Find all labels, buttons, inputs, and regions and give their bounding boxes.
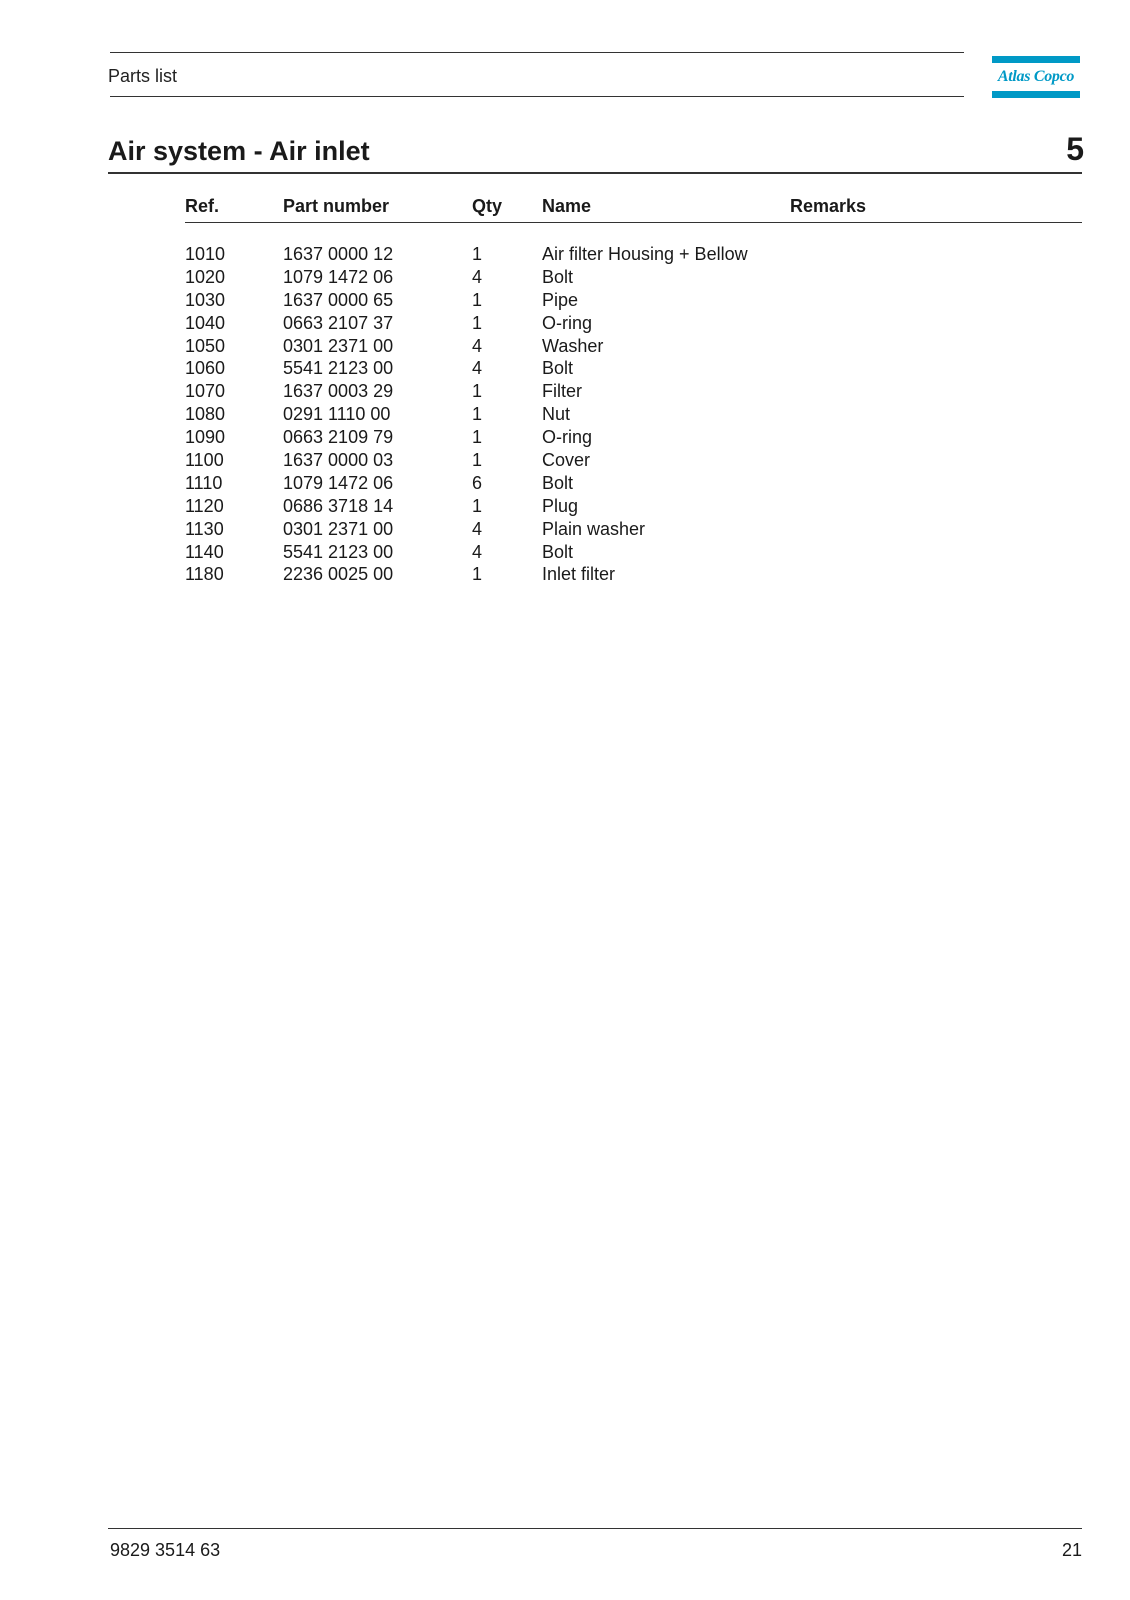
table-row: [185, 472, 1082, 495]
table-row: [185, 563, 1082, 586]
cell-qty: 1: [472, 381, 483, 402]
table-row: [185, 426, 1082, 449]
cell-ref: 1020: [185, 266, 226, 287]
cell-part-number: 0663 2109 79: [283, 427, 394, 448]
cell-name: Washer: [542, 335, 604, 356]
cell-qty: 1: [472, 312, 483, 333]
cell-qty: 4: [472, 266, 483, 287]
table-row: [185, 243, 1082, 266]
cell-qty: 4: [472, 335, 483, 356]
cell-qty: 1: [472, 495, 483, 516]
cell-name: Inlet filter: [542, 564, 616, 585]
cell-name: Bolt: [542, 472, 574, 493]
header-part-number: Part number: [283, 196, 390, 216]
cell-name: Air filter Housing + Bellow: [542, 244, 748, 264]
cell-qty: 4: [472, 518, 483, 539]
cell-part-number: 2236 0025 00: [283, 564, 394, 585]
table-row: [185, 541, 1082, 564]
cell-name: Bolt: [542, 266, 574, 287]
header-ref: Ref.: [185, 196, 220, 216]
cell-ref: 1180: [185, 564, 224, 585]
cell-ref: 1040: [185, 312, 226, 333]
header-qty: Qty: [472, 196, 503, 216]
parts-table: [185, 196, 1082, 586]
cell-qty: 6: [472, 472, 483, 493]
table-row: [185, 449, 1082, 472]
cell-ref: 1090: [185, 427, 226, 448]
cell-part-number: 1637 0003 29: [283, 381, 394, 402]
cell-part-number: 0686 3718 14: [283, 495, 394, 516]
table-row: [185, 266, 1082, 289]
cell-ref: 1100: [185, 450, 224, 471]
cell-name: Cover: [542, 450, 591, 471]
cell-qty: 1: [472, 564, 483, 585]
table-row: [185, 380, 1082, 403]
table-row: [185, 335, 1082, 358]
cell-name: Bolt: [542, 541, 574, 562]
cell-part-number: 1079 1472 06: [283, 266, 394, 287]
page-title: Air system - Air inlet: [108, 136, 370, 166]
cell-name: O-ring: [542, 427, 593, 448]
cell-qty: 1: [472, 289, 483, 310]
cell-ref: 1010: [185, 244, 226, 264]
cell-part-number: 1637 0000 03: [283, 450, 394, 471]
cell-name: Plug: [542, 495, 579, 516]
cell-ref: 1140: [185, 541, 224, 562]
header-remarks: Remarks: [790, 196, 867, 216]
cell-part-number: 1637 0000 65: [283, 289, 394, 310]
table-row: [185, 357, 1082, 380]
cell-qty: 1: [472, 427, 483, 448]
cell-ref: 1070: [185, 381, 226, 402]
section-number: 5: [1066, 131, 1084, 167]
cell-name: Filter: [542, 381, 582, 402]
atlas-copco-logo: [992, 56, 1080, 98]
cell-qty: 4: [472, 358, 483, 379]
cell-ref: 1130: [185, 518, 224, 539]
cell-part-number: 5541 2123 00: [283, 358, 394, 379]
table-row: [185, 495, 1082, 518]
cell-qty: 1: [472, 404, 483, 425]
header-top-rule: [110, 52, 964, 53]
logo-top-bar: [992, 56, 1080, 63]
cell-part-number: 1079 1472 06: [283, 472, 394, 493]
header-bottom-rule: [110, 96, 964, 97]
table-row: [185, 403, 1082, 426]
cell-part-number: 5541 2123 00: [283, 541, 394, 562]
cell-ref: 1060: [185, 358, 226, 379]
cell-name: Plain washer: [542, 518, 646, 539]
table-header: [185, 196, 1082, 223]
cell-name: O-ring: [542, 312, 593, 333]
cell-ref: 1050: [185, 335, 226, 356]
title-rule: [108, 172, 1082, 174]
section-label: Parts list: [108, 66, 178, 86]
cell-part-number: 0291 1110 00: [283, 404, 391, 425]
table-row: [185, 312, 1082, 335]
table-row: [185, 518, 1082, 541]
cell-ref: 1110: [185, 472, 223, 493]
cell-qty: 1: [472, 450, 483, 471]
cell-part-number: 0663 2107 37: [283, 312, 394, 333]
logo-bottom-bar: [992, 91, 1080, 98]
cell-part-number: 0301 2371 00: [283, 335, 394, 356]
cell-part-number: 1637 0000 12: [283, 244, 394, 264]
table-row: [185, 289, 1082, 312]
cell-qty: 1: [472, 244, 483, 264]
logo-wordmark: Atlas Copco: [997, 68, 1075, 85]
header-name: Name: [542, 196, 592, 216]
cell-name: Nut: [542, 404, 571, 425]
document-number: 9829 3514 63: [110, 1540, 221, 1560]
cell-part-number: 0301 2371 00: [283, 518, 394, 539]
cell-name: Bolt: [542, 358, 574, 379]
footer-rule: [108, 1528, 1082, 1529]
page-number: 21: [1061, 1540, 1082, 1560]
cell-ref: 1120: [185, 495, 224, 516]
cell-ref: 1080: [185, 404, 226, 425]
cell-ref: 1030: [185, 289, 226, 310]
cell-name: Pipe: [542, 289, 579, 310]
cell-qty: 4: [472, 541, 483, 562]
table-body: [185, 243, 1082, 586]
